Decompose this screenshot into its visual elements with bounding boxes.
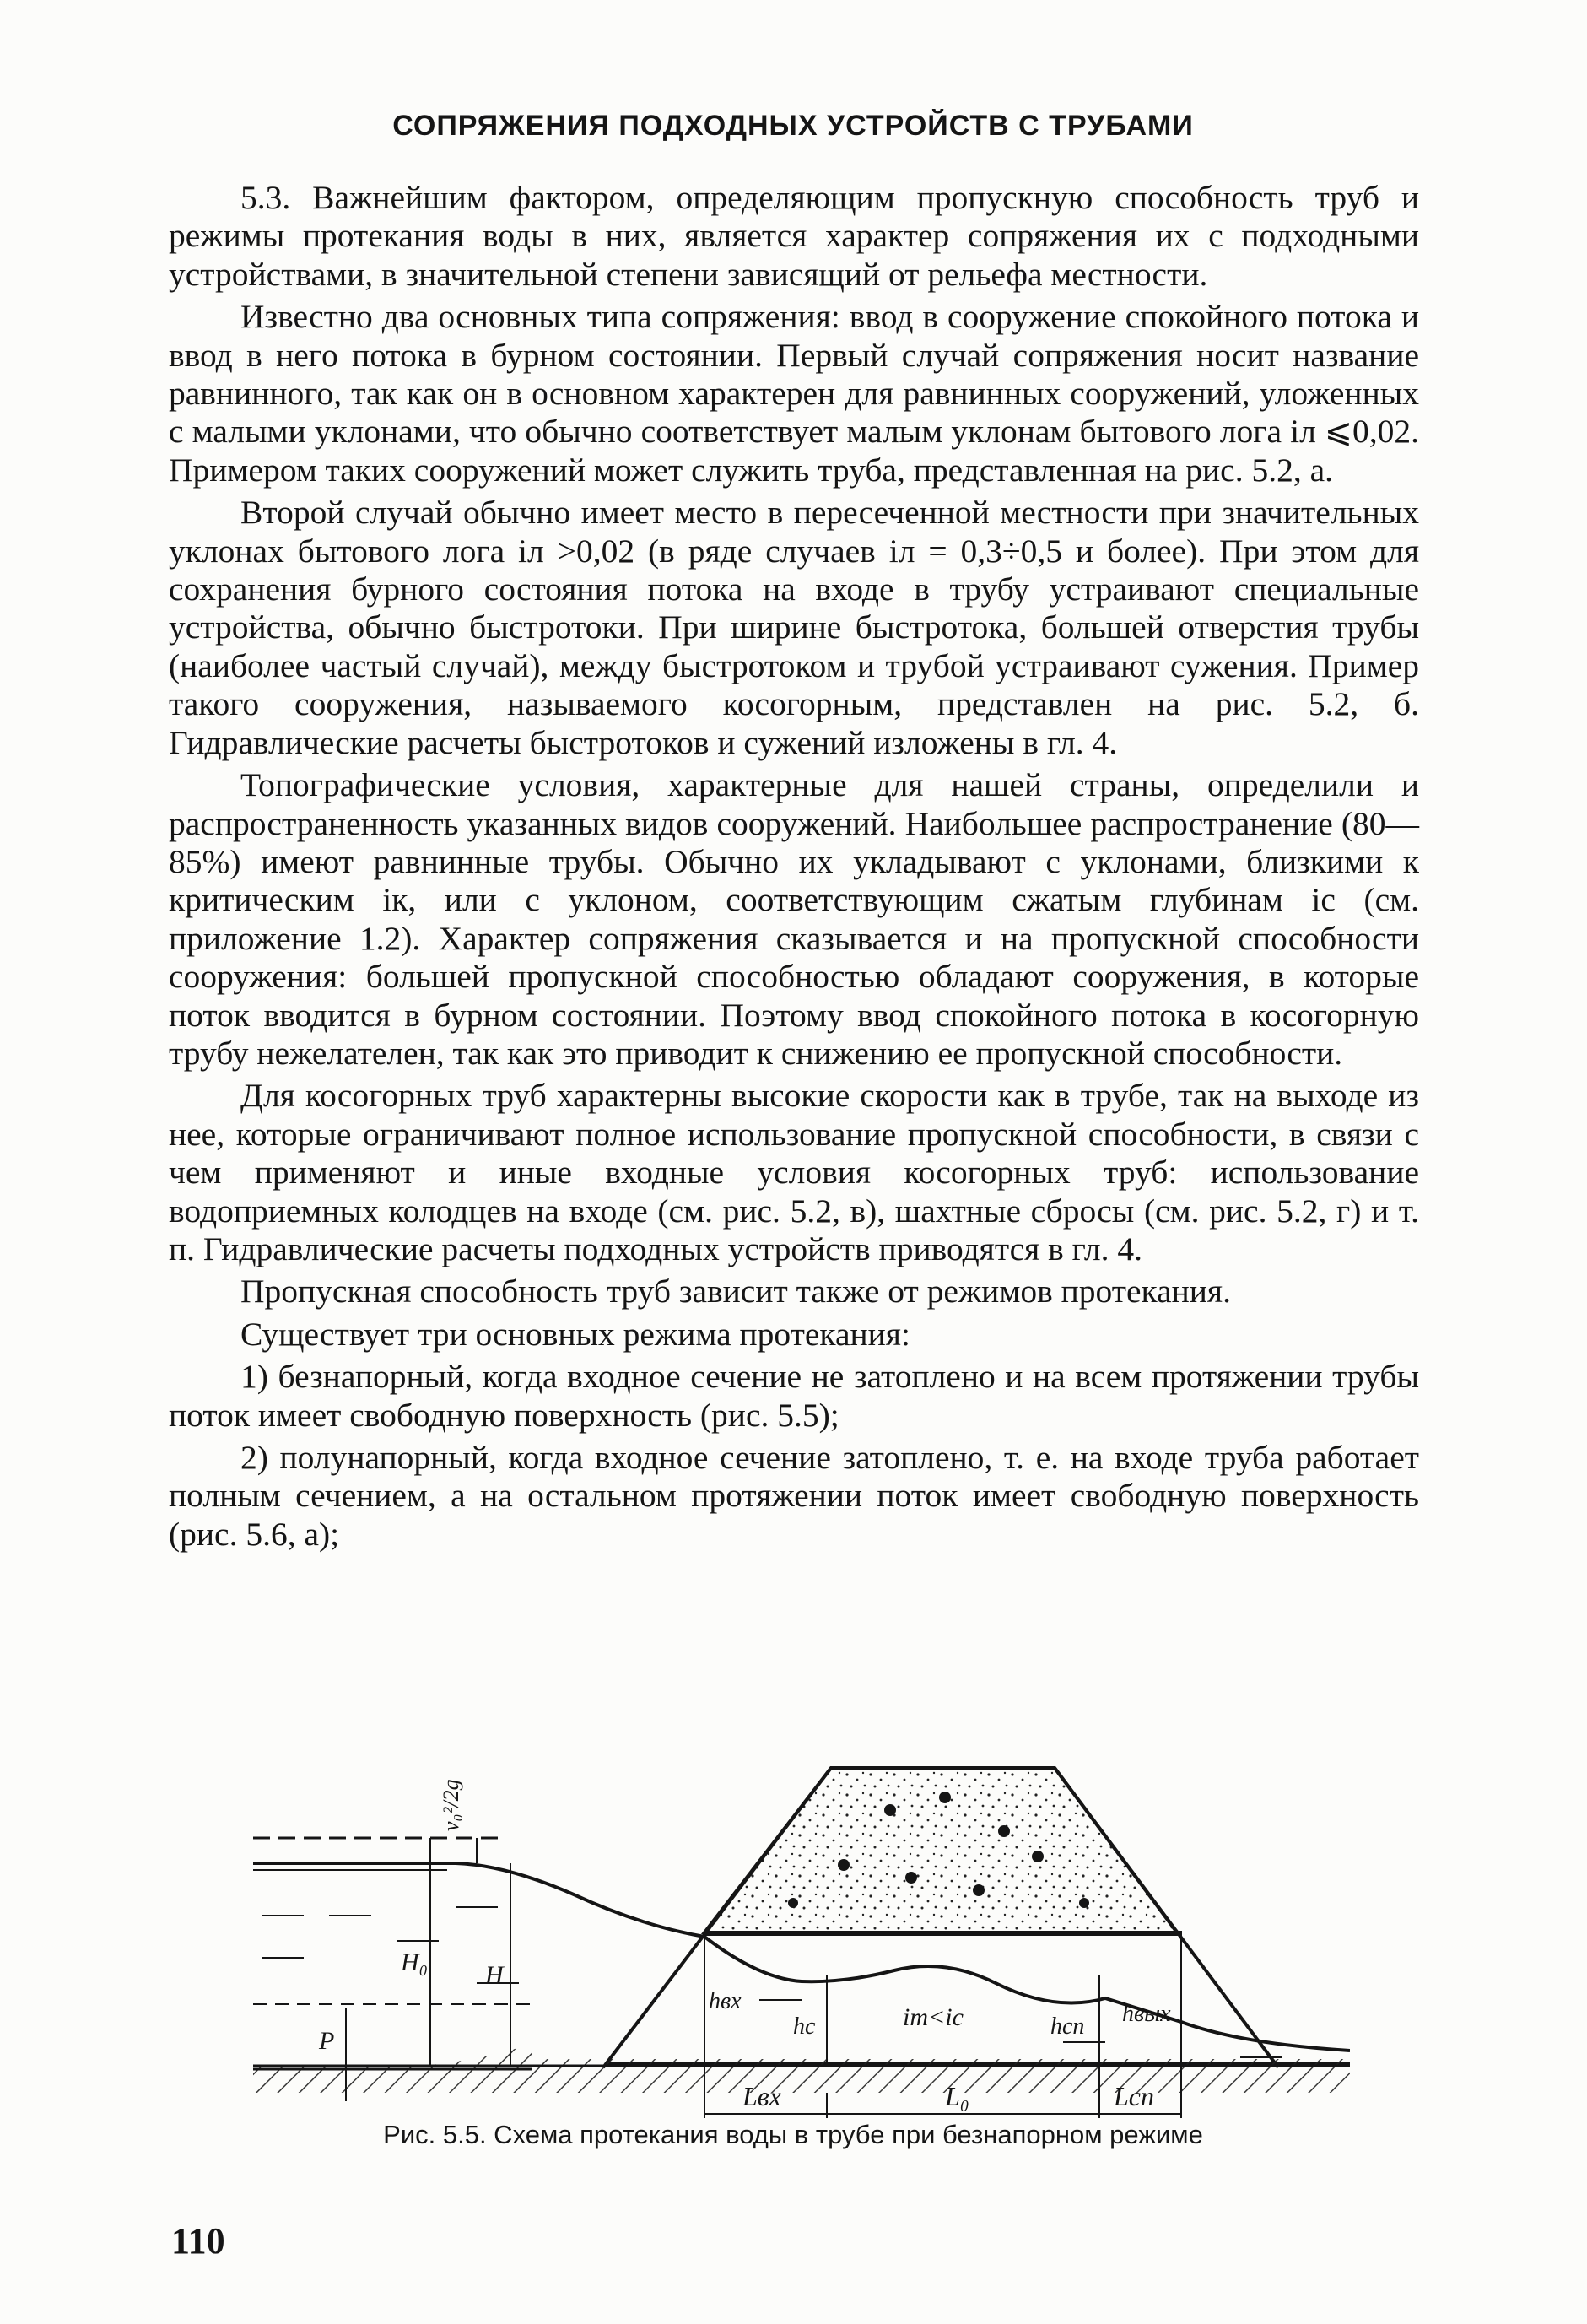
paragraph: 5.3. Важнейшим фактором, определяющим пропускную способность труб и режимы протекания воды в них, является характер сопряжения их с подходными устройствами, в значительной степени зависящий от рельефа местности.: [169, 179, 1419, 293]
paragraph: Топографические условия, характерные для нашей страны, определили и распространенность указанных видов сооружений. Наибольшее распространение (80—85%) имеют равнинные трубы. Обычно их укладывают с уклонами, близкими к критическим iк, или с уклоном, соответствующим сжатым глубинам ic (см. приложение 1.2). Характер сопряжения сказывается и на пропускной способности сооружения: большей пропускной способностью обладают сооружения, в которые поток вводится в бурном состоянии. Поэтому ввод спокойного потока в косогорную трубу нежелателен, так как это приводит к снижению ее пропускной способности.: [169, 766, 1419, 1072]
l-sp-label: Lсп: [1114, 2081, 1154, 2111]
slope-label: iт<ic: [903, 2003, 964, 2031]
section-heading: СОПРЯЖЕНИЯ ПОДХОДНЫХ УСТРОЙСТВ С ТРУБАМИ: [392, 110, 1194, 142]
h-in-label: hвх: [709, 1988, 742, 2014]
paragraph: Существует три основных режима протекания:: [240, 1315, 910, 1353]
paragraph: Второй случай обычно имеет место в пересеченной местности при значительных уклонах бытового лога iл >0,02 (в ряде случаев iл = 0,3÷0,5 и более). При этом для сохранения бурного состояния потока на входе в трубу устраивают специальные устройства, обычно быстротоки. При ширине быстротока, большей отверстия трубы (наиболее частый случай), между быстротоком и трубой устраивают сужения. Пример такого сооружения, называемого косогорным, представлен на рис. 5.2, б. Гидравлические расчеты быстротоков и сужений изложены в гл. 4.: [169, 494, 1419, 761]
paragraph: Пропускная способность труб зависит также от режимов протекания.: [240, 1273, 1231, 1311]
h-c-label: hс: [793, 2013, 816, 2040]
h-sp-label: hсп: [1050, 2013, 1085, 2040]
l-in-label: Lвх: [742, 2081, 781, 2111]
h-label: H: [485, 1961, 504, 1989]
p-label: P: [319, 2027, 335, 2055]
figure-caption: Рис. 5.5. Схема протекания воды в трубе при безнапорном режиме: [383, 2120, 1203, 2149]
h0-label: H₀: [401, 1948, 429, 1976]
culvert-flow-diagram: [253, 1730, 1350, 2169]
pipe-crown: [704, 1931, 1181, 1936]
paragraph: 2) полунапорный, когда входное сечение затоплено, т. е. на входе труба работает полным сечением, а на остальном протяжении поток имеет свободную поверхность (рис. 5.6, а);: [169, 1439, 1419, 1553]
body-text: [169, 179, 1419, 1554]
page-number: 110: [171, 2220, 225, 2262]
l0-label: L₀: [945, 2081, 969, 2111]
paragraph: Известно два основных типа сопряжения: ввод в сооружение спокойного потока и ввод в него потока в бурном состоянии. Первый случай сопряжения носит название равнинного, так как он в основном характерен для равнинных сооружений, уложенных с малыми уклонами, что обычно соответствует малым уклонам бытового лога iл ⩽0,02. Примером таких сооружений может служить труба, представленная на рис. 5.2, а.: [169, 298, 1419, 489]
velocity-head-label: v₀²/2g: [439, 1779, 463, 1831]
h-out-label: hвых: [1122, 2001, 1171, 2027]
paragraph: Для косогорных труб характерны высокие скорости как в трубе, так на выходе из нее, которые ограничивают полное использование пропускной способности, в связи с чем применяют и иные входные условия косогорных труб: использование водоприемных колодцев на входе (см. рис. 5.2, в), шахтные сбросы (см. рис. 5.2, г) и т. п. Гидравлические расчеты подходных устройств приводятся в гл. 4.: [169, 1077, 1419, 1267]
embankment: [704, 1768, 1177, 1932]
paragraph: 1) безнапорный, когда входное сечение не затоплено и на всем протяжении трубы поток имеет свободную поверхность (рис. 5.5);: [169, 1358, 1419, 1434]
